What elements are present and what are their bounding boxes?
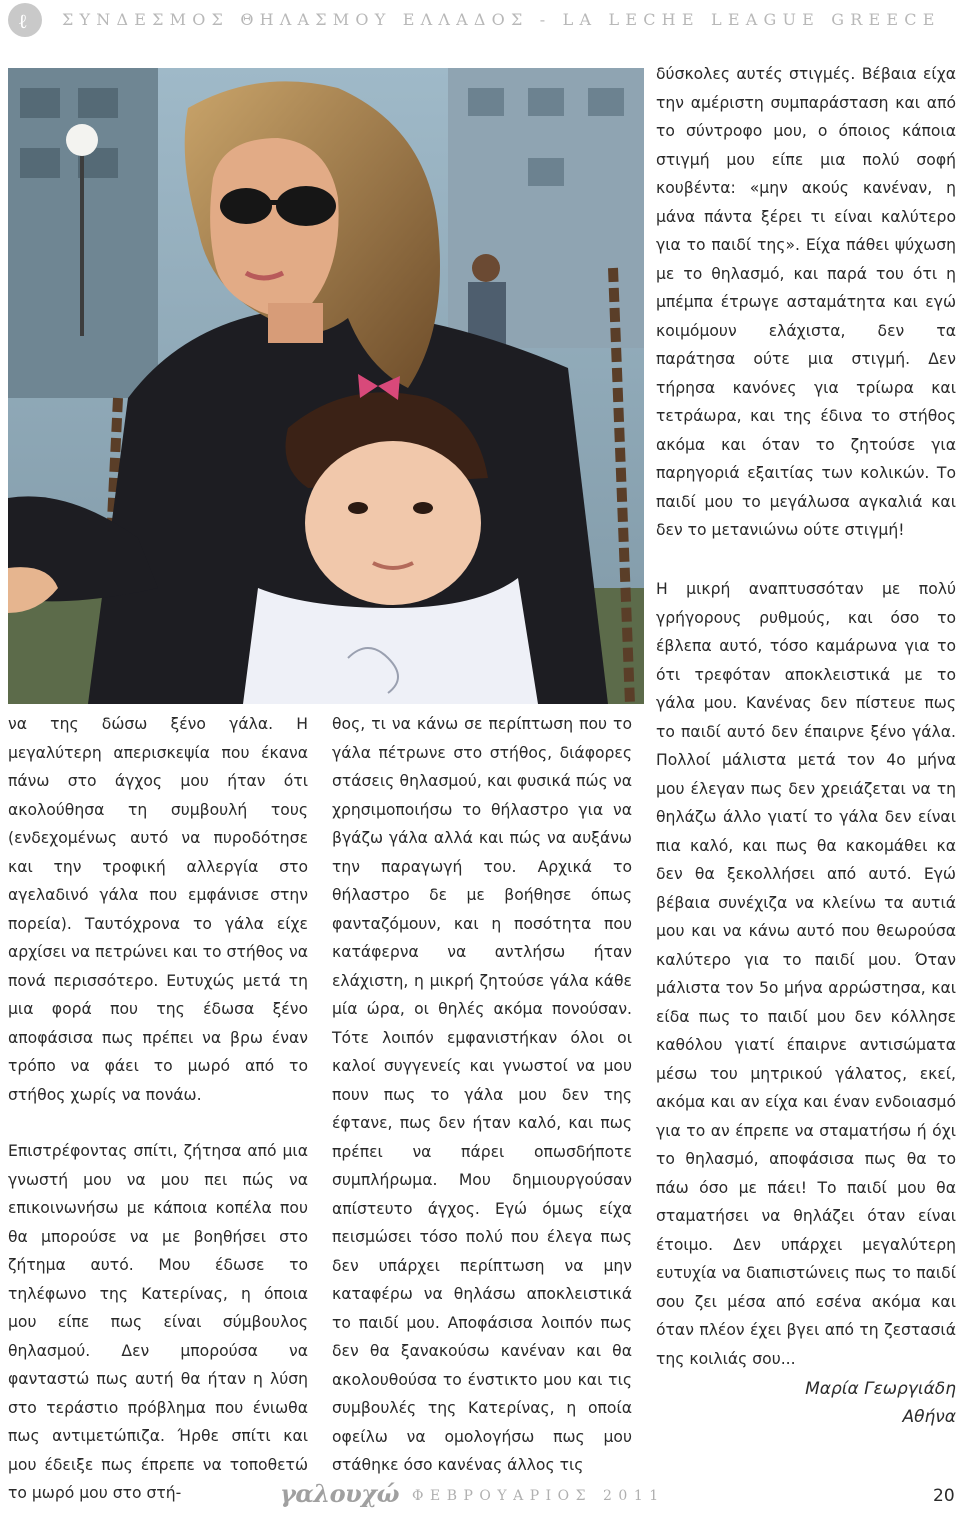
author-name: Μαρία Γεωργιάδη	[805, 1379, 956, 1399]
article-column-right-bottom	[656, 575, 956, 1373]
issue-date: ΦΕΒΡΟΥΑΡΙΟΣ 2011	[412, 1488, 665, 1504]
mother-baby-photo	[8, 68, 644, 704]
header-title: ΣΥΝΔΕΣΜΟΣ ΘΗΛΑΣΜΟΥ ΕΛΛΑΔΟΣ - LA LECHE LEAGUE GREECE	[62, 10, 941, 29]
magazine-logo: γαλουχώ	[280, 1479, 399, 1508]
author-city: Αθήνα	[902, 1407, 956, 1427]
article-column-middle	[332, 710, 632, 1480]
association-logo-icon: ℓ	[8, 3, 42, 37]
author-signature	[805, 1375, 956, 1431]
paragraph: θος, τι να κάνω σε περίπτωση που το γάλα πέτρωνε στο στήθος, διάφορες στάσεις θηλασμού, και φυσικά πώς να χρησιμοποιήσω το θήλαστρο για να βγάζω γάλα αλλά και πώς να αυξάνω την παραγωγή του. Αρχικά το θήλαστρο δε με βοήθησε όπως φανταζόμουν, και η ποσότητα που κατάφερνα να αντλήσω ήταν ελάχιστη, η μικρή ζητούσε γάλα κάθε μία ώρα, οι θηλές ακόμα πονούσαν. Τότε λοιπόν εμφανιστήκαν όλοι οι καλοί συγγενείς και γνωστοί να μου πουν πως το γάλα μου δεν της έφτανε, πως δεν ήταν καλό, και πως πρέπει να πάρει οπωσδήποτε συμπλήρωμα. Μου δημιουργούσαν απίστευτο άγχος. Εγώ όμως είχα πεισμώσει τόσο πολύ που έλεγα πως δεν υπάρχει περίπτωση να μην καταφέρω να θηλάσω αποκλειστικά το παιδί μου. Αποφάσισα λοιπόν πως δεν θα ξανακούσω κανέναν και θα ακολουθούσα το ένστικτο μου και τις συμβουλές της Κατερίνας, η οποία οφείλω να ομολογήσω πως μου στάθηκε όσο κανένας άλλος τις	[332, 715, 632, 1474]
article-column-right-top	[656, 60, 956, 545]
article-column-left	[8, 710, 308, 1508]
paragraph: να της δώσω ξένο γάλα. Η μεγαλύτερη απερισκεψία που έκανα πάνω στο άγχος μου ήταν ότι ακολούθησα τη συμβουλή τους (ενδεχομένως αυτό να πυροδότησε και την τροφική αλλεργία στο αγελαδινό γάλα που εμφάνισε στην πορεία). Ταυτόχρονα το γάλα είχε αρχίσει να πετρώνει και το στήθος να πονά περισσότερο. Ευτυχώς μετά τη μια φορά που της έδωσα ξένο αποφάσισα πως πρέπει να βρω έναν τρόπο να φάει το μωρό από το στήθος χωρίς να πονάω.	[8, 715, 308, 1104]
page-number: 20	[933, 1486, 955, 1506]
paragraph: δύσκολες αυτές στιγμές. Βέβαια είχα την αμέριστη συμπαράσταση και από το σύντροφο μου, ο όποιος κάποια στιγμή μου είπε μια πολύ σοφή κουβέντα: «μην ακούς κανέναν, η μάνα πάντα ξέρει τι είναι καλύτερο για το παιδί της». Είχα πάθει ψύχωση με το θηλασμό, και παρά του ότι η μπέμπα έτρωγε ασταμάτητα και εγώ κοιμόμουν ελάχιστα, δεν τα παράτησα ούτε μια στιγμή. Δεν τήρησα κανόνες για τρίωρα και τετράωρα, και της έδινα το στήθος ακόμα και όταν το ζητούσε για παρηγοριά εξαιτίας των κολικών. Το παιδί μου το μεγάλωσα αγκαλιά και δεν το μετανιώνω ούτε στιγμή!	[656, 65, 956, 539]
paragraph: Επιστρέφοντας σπίτι, ζήτησα από μια γνωστή μου να μου πει πώς να επικοινωνήσω με κάποια κοπέλα που θα μπορούσε να με βοηθήσει στο ζήτημα αυτό. Μου έδωσε το τηλέφωνο της Κατερίνας, η όποια μου είπε πως είναι σύμβουλος θηλασμού. Δεν μπορούσα να φανταστώ πως αυτή θα ήταν η λύση στο τεράστιο πρόβλημα που ένιωθα πως αντιμετώπιζα. Ήρθε σπίτι και μου έδειξε πως έπρεπε να τοποθετώ το μωρό μου στο στή-	[8, 1142, 308, 1502]
paragraph: Η μικρή αναπτυσσόταν με πολύ γρήγορους ρυθμούς, και όσο το έβλεπα αυτό, τόσο καμάρωνα για το ότι τρεφόταν αποκλειστικά με το γάλα μου. Κανένας δεν πίστευε πως το παιδί αυτό δεν έπαιρνε ξένο γάλα. Πολλοί μάλιστα μετά τον 4ο μήνα μου έλεγαν πως δεν χρειάζεται να τη θηλάζω άλλο γιατί το γάλα δεν είναι πια καλό, και πως θα κακομάθει κα δεν θα ξεκολλήσει από αυτό. Εγώ βέβαια συνέχιζα να κλείνω τα αυτιά μου και να κάνω αυτό που θεωρούσα καλύτερο για το παιδί μου. Όταν μάλιστα τον 5ο μήνα αρρώστησα, και είδα πως το παιδί μου δεν κόλλησε καθόλου γιατί έπαιρνε αντισώματα μέσω του μητρικού γάλατος, εκεί, ακόμα και αν είχα και έναν ενδοιασμό για το αν έπρεπε να σταματήσω ή όχι το θηλασμό, αποφάσισα πως θα το πάω όσο με πάει! Το παιδί μου θα σταματήσει να θηλάζει όταν είναι έτοιμο. Δεν υπάρχει μεγαλύτερη ευτυχία να διαπιστώνεις πως το παιδί σου ζει μέσα από εσένα ακόμα και όταν πλέον έχει βγει από τη ζεστασιά της κοιλιάς σου...	[656, 580, 956, 1368]
